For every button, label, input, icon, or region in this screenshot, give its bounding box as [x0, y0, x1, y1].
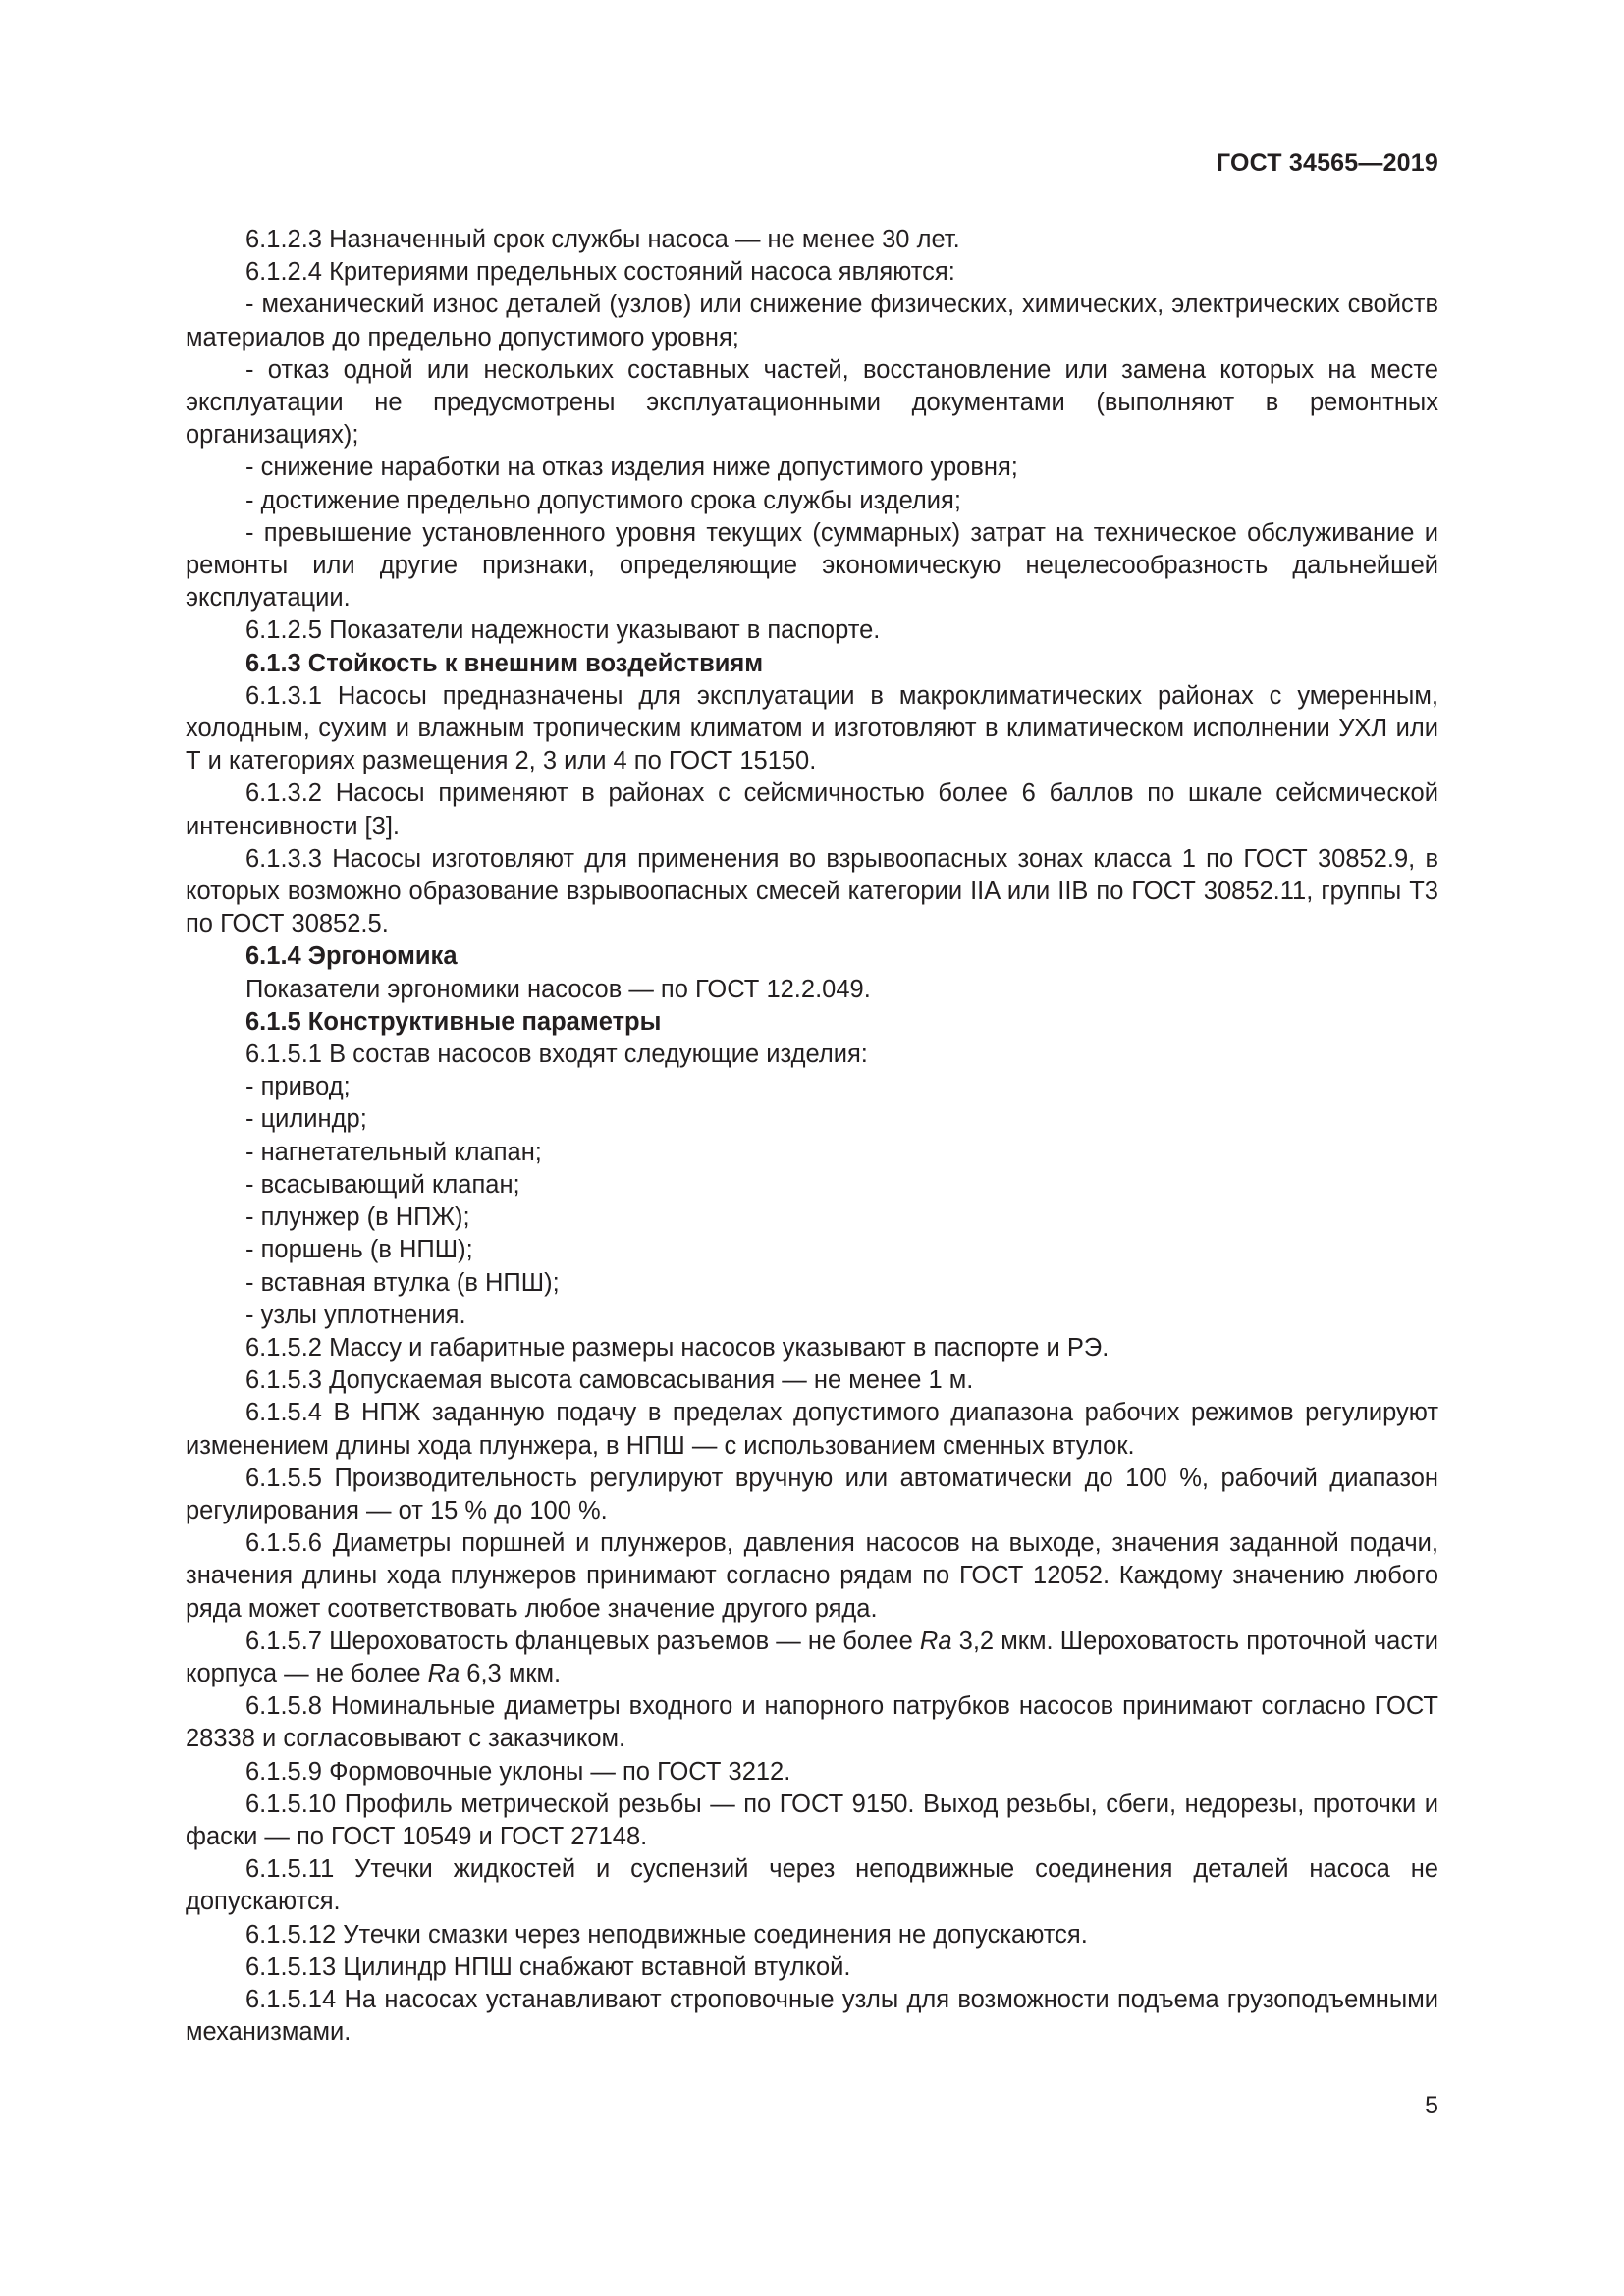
section-heading: 6.1.5 Конструктивные параметры: [245, 1007, 662, 1036]
page-number: 5: [1425, 2092, 1438, 2119]
paragraph: 6.1.5.14 На насосах устанавливают строповочные узлы для возможности подъема грузоподъемными механизмами.: [186, 1985, 1438, 2047]
list-item: - узлы уплотнения.: [245, 1301, 466, 1329]
paragraph: 6.1.5.4 В НПЖ заданную подачу в пределах допустимого диапазона рабочих режимов регулируют изменением длины хода плунжера, в НПШ — с использованием сменных втулок.: [186, 1399, 1438, 1460]
section-heading: 6.1.3 Стойкость к внешним воздействиям: [245, 649, 764, 677]
list-item: - привод;: [245, 1073, 351, 1101]
paragraph: [186, 1626, 1438, 1690]
paragraph: 6.1.3.2 Насосы применяют в районах с сейсмичностью более 6 баллов по шкале сейсмической интенсивности [3].: [186, 779, 1438, 840]
document-body: [186, 224, 1438, 2049]
list-item: - отказ одной или нескольких составных частей, восстановление или замена которых на месте эксплуатации не предусмотрены эксплуатационными документами (выполняют в ремонтных организациях);: [186, 355, 1438, 450]
paragraph: 6.1.5.9 Формовочные уклоны — по ГОСТ 3212.: [245, 1757, 791, 1786]
paragraph: 6.1.5.13 Цилиндр НПШ снабжают вставной втулкой.: [245, 1952, 851, 1981]
list-item: - вставная втулка (в НПШ);: [245, 1268, 560, 1297]
paragraph: Показатели эргономики насосов — по ГОСТ 12.2.049.: [245, 975, 871, 1003]
paragraph: 6.1.2.5 Показатели надежности указывают в паспорте.: [245, 616, 881, 645]
paragraph: 6.1.5.10 Профиль метрической резьбы — по ГОСТ 9150. Выход резьбы, сбеги, недорезы, проточки и фаски — по ГОСТ 10549 и ГОСТ 27148.: [186, 1789, 1438, 1850]
list-item: - плунжер (в НПЖ);: [245, 1203, 470, 1232]
paragraph-text: 6.1.5.7 Шероховатость фланцевых разъемов — не более: [245, 1627, 920, 1655]
paragraph: 6.1.5.3 Допускаемая высота самовсасывания — не менее 1 м.: [245, 1366, 974, 1395]
list-item: - цилиндр;: [245, 1105, 367, 1134]
paragraph-text: 3,2 мкм. Шероховатость проточной части корпуса — не более: [186, 1627, 1438, 1687]
paragraph: 6.1.2.4 Критериями предельных состояний насоса являются:: [245, 258, 955, 287]
list-item: - достижение предельно допустимого срока службы изделия;: [245, 486, 961, 514]
list-item: - всасывающий клапан;: [245, 1170, 520, 1199]
paragraph: 6.1.2.3 Назначенный срок службы насоса — не менее 30 лет.: [245, 226, 960, 253]
paragraph: 6.1.5.8 Номинальные диаметры входного и напорного патрубков насосов принимают согласно ГОСТ 28338 и согласовывают с заказчиком.: [186, 1692, 1438, 1753]
document-header: ГОСТ 34565—2019: [1216, 149, 1438, 177]
roughness-symbol: Ra: [919, 1627, 952, 1655]
paragraph: 6.1.3.1 Насосы предназначены для эксплуатации в макроклиматических районах с умеренным, холодным, сухим и влажным тропическим климатом и изготовляют в климатическом исполнении УХЛ или Т и категориях размещения 2, 3 или 4 по ГОСТ 15150.: [186, 681, 1438, 775]
list-item: - поршень (в НПШ);: [245, 1236, 473, 1264]
paragraph: 6.1.3.3 Насосы изготовляют для применения во взрывоопасных зонах класса 1 по ГОСТ 30852.9, в которых возможно образование взрывоопасных смесей категории IIA или IIB по ГОСТ 30852.11, группы Т3 по ГОСТ 30852.5.: [186, 844, 1438, 938]
section-heading: 6.1.4 Эргономика: [245, 942, 458, 971]
paragraph: 6.1.5.6 Диаметры поршней и плунжеров, давления насосов на выходе, значения заданной подачи, значения длины хода плунжеров принимают согласно рядам по ГОСТ 12052. Каждому значению любого ряда может соответствовать любое значение другого ряда.: [186, 1529, 1438, 1623]
list-item: - снижение наработки на отказ изделия ниже допустимого уровня;: [245, 454, 1018, 482]
paragraph: 6.1.5.11 Утечки жидкостей и суспензий через неподвижные соединения деталей насоса не допускаются.: [186, 1855, 1438, 1916]
paragraph: 6.1.5.5 Производительность регулируют вручную или автоматически до 100 %, рабочий диапазон регулирования — от 15 % до 100 %.: [186, 1464, 1438, 1524]
paragraph: 6.1.5.12 Утечки смазки через неподвижные соединения не допускаются.: [245, 1920, 1088, 1949]
paragraph-text: 6,3 мкм.: [460, 1659, 562, 1687]
paragraph: 6.1.5.1 В состав насосов входят следующие изделия:: [245, 1041, 868, 1069]
list-item: - нагнетательный клапан;: [245, 1138, 542, 1166]
roughness-symbol: Ra: [427, 1659, 460, 1687]
list-item: - превышение установленного уровня текущих (суммарных) затрат на техническое обслуживание и ремонты или другие признаки, определяющие экономическую нецелесообразность дальнейшей эксплуатации.: [186, 518, 1438, 613]
list-item: - механический износ деталей (узлов) или снижение физических, химических, электрических свойств материалов до предельно допустимого уровня;: [186, 291, 1438, 351]
paragraph: 6.1.5.2 Массу и габаритные размеры насосов указывают в паспорте и РЭ.: [245, 1333, 1110, 1362]
